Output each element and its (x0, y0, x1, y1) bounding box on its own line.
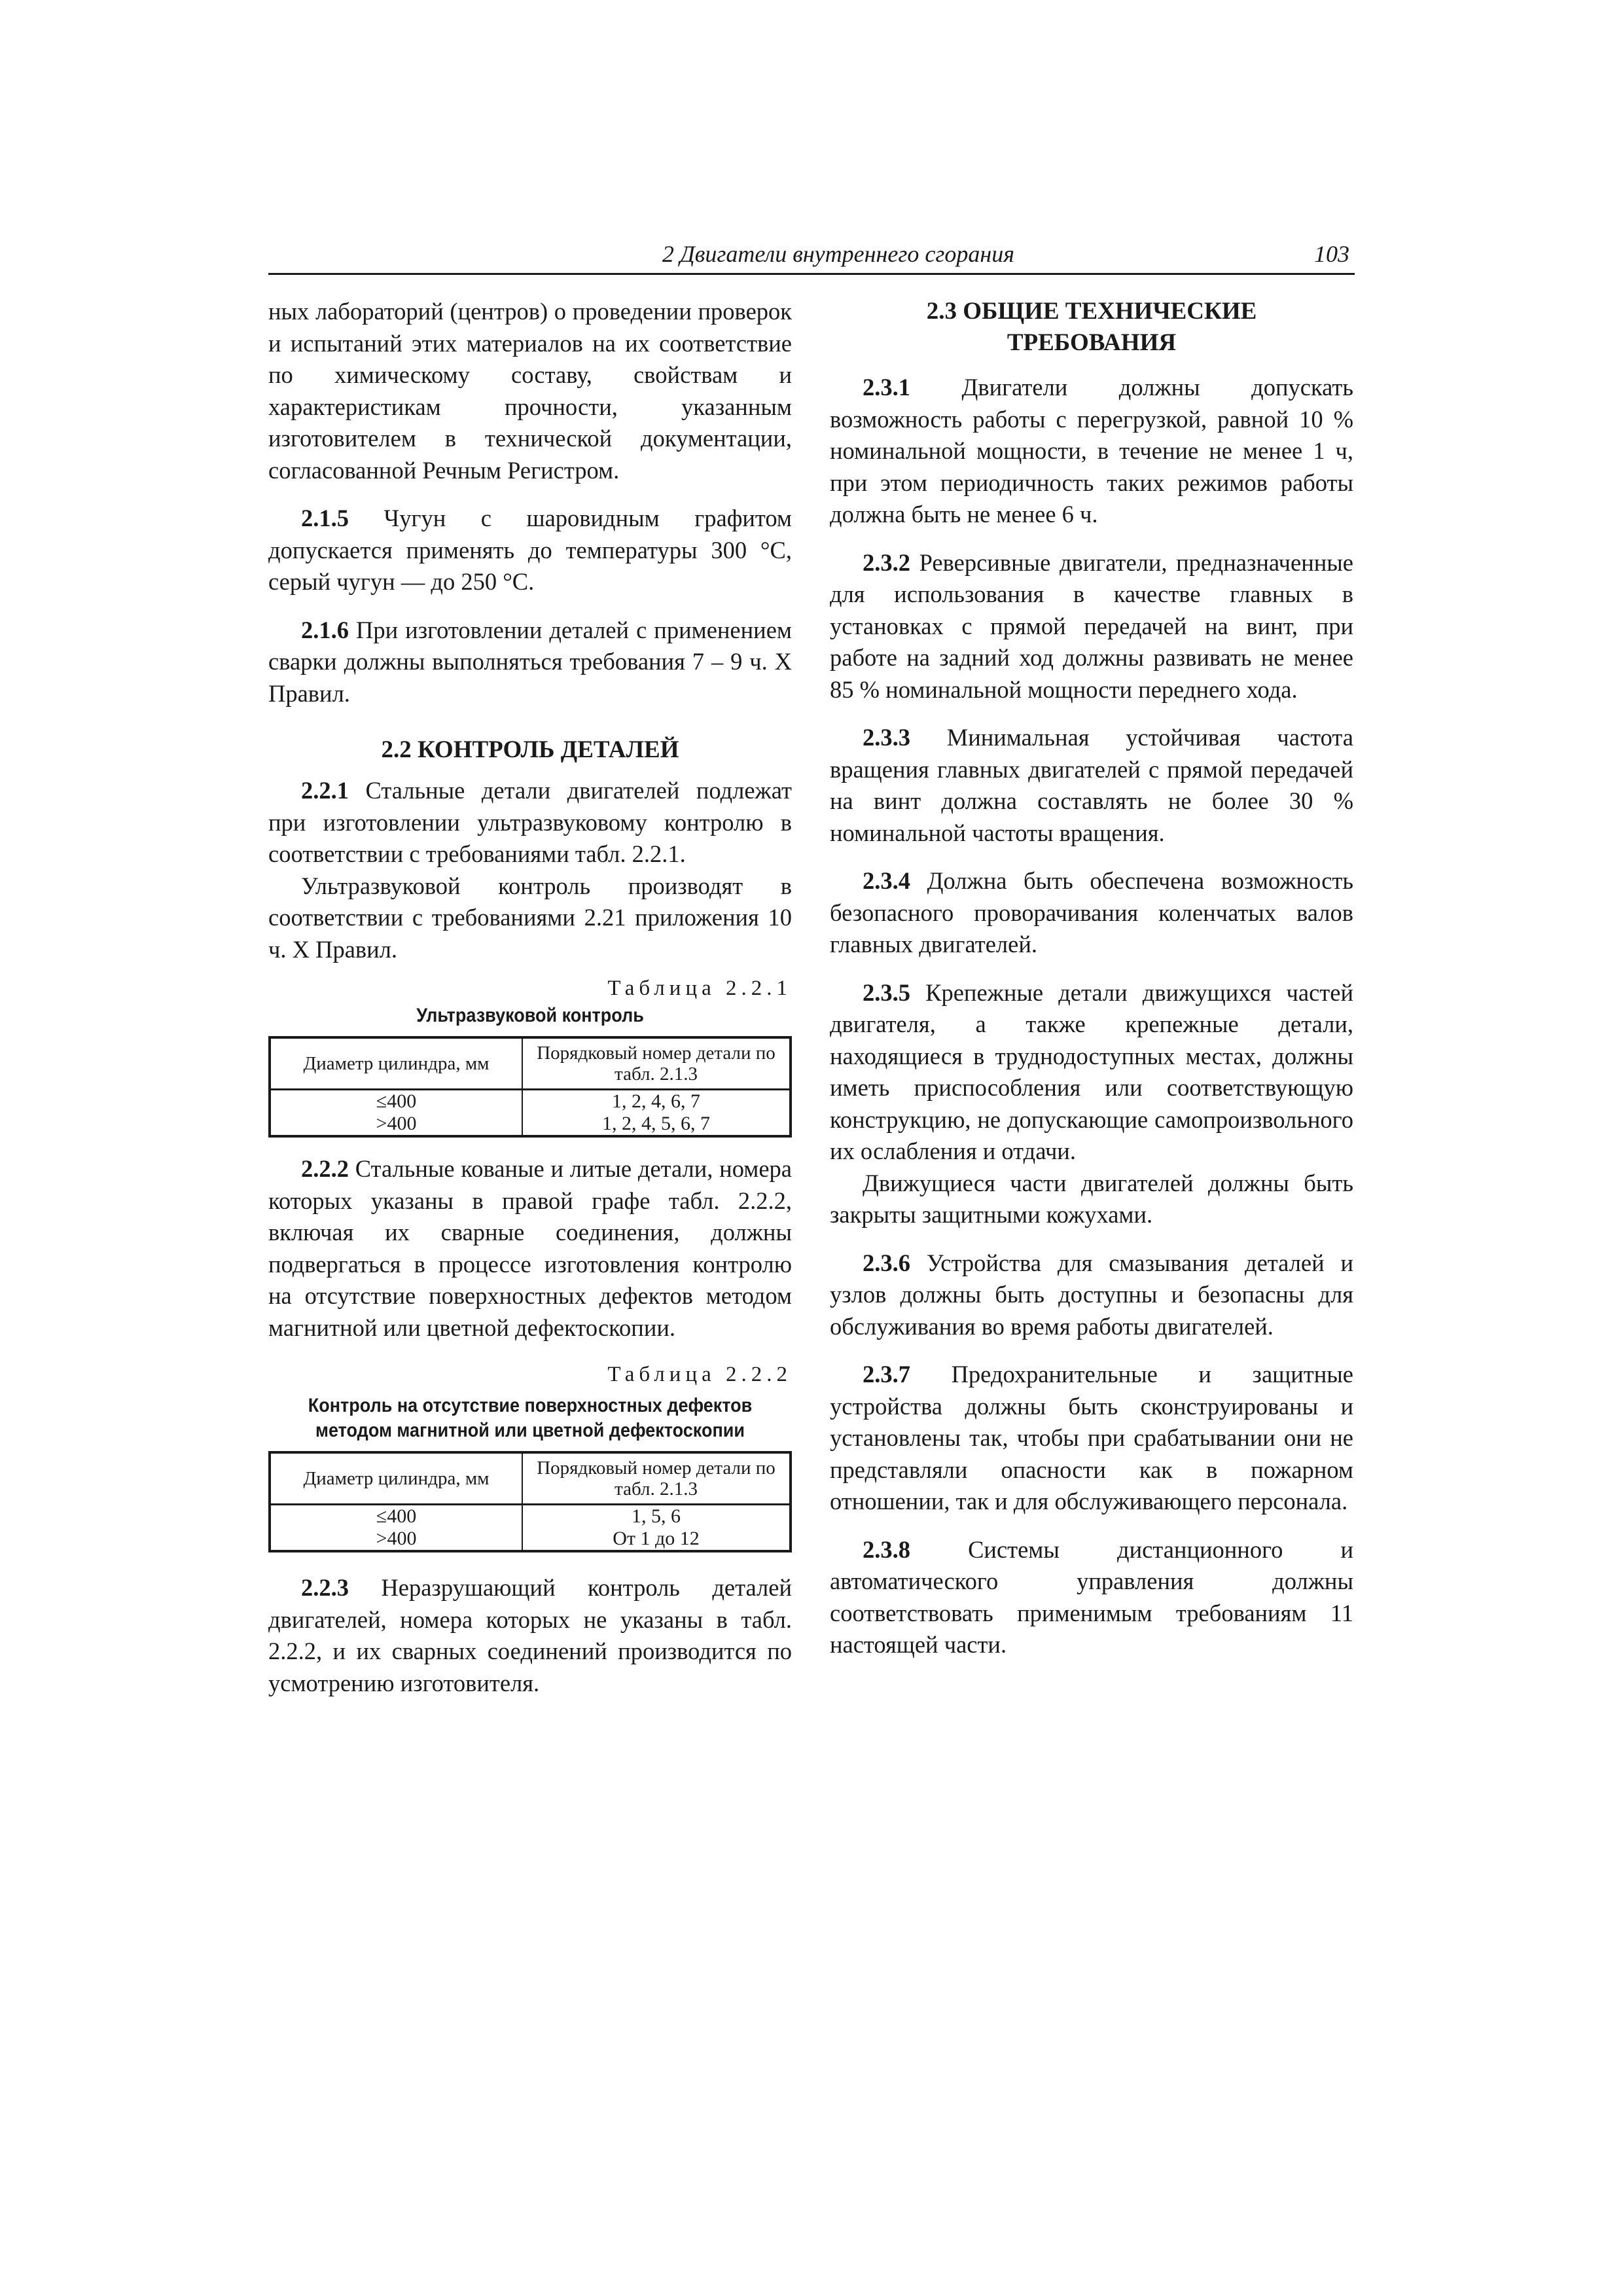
table-header-cell: Диаметр цилиндра, мм (270, 1037, 522, 1090)
paragraph-2-2-1-b: Ультразвуковой контроль производят в соответствии с требованиями 2.21 приложения 10 ч. X Правил. (268, 872, 792, 963)
table-label: Таблица 2.2.1 (607, 977, 792, 1000)
table-title-line-2: методом магнитной или цветной дефектоскопии (315, 1420, 745, 1441)
clause-text: Стальные детали двигателей подлежат при изготовлении ультразвуковому контролю в соответствии с требованиями табл. 2.2.1. (268, 777, 792, 867)
table-row (270, 1528, 791, 1551)
table-title-line-1: Контроль на отсутствие поверхностных дефектов (308, 1395, 753, 1416)
clause-text: Должна быть обеспечена возможность безопасного проворачивания коленчатых валов главных двигателей. (830, 867, 1353, 958)
table-row (270, 1113, 791, 1136)
table-cell: >400 (270, 1113, 522, 1136)
clause-text: Минимальная устойчивая частота вращения главных двигателей с прямой передачей на винт должна составлять не более 30 % номинальной частоты вращения. (830, 724, 1353, 846)
table-cell: 1, 2, 4, 5, 6, 7 (522, 1113, 791, 1136)
table-2-2-1 (268, 1036, 792, 1138)
paragraph-2-3-8 (830, 1534, 1353, 1661)
table-header-cell: Порядковый номер детали по табл. 2.1.3 (522, 1037, 791, 1090)
paragraph-2-2-2 (268, 1153, 792, 1344)
paragraph-2-3-3 (830, 722, 1353, 849)
running-title: 2 Двигатели внутреннего сгорания (662, 241, 1014, 267)
table-header-cell: Диаметр цилиндра, мм (270, 1452, 522, 1505)
clause-number: 2.2.3 (301, 1574, 349, 1601)
paragraph-continuation: ных лабораторий (центров) о проведении проверок и испытаний этих материалов на их соответствие по химическому составу, свойствам и характеристикам прочности, указанным изготовителем в технической документации, согласованной Речным Регистром. (268, 298, 792, 484)
table-2-2-2 (268, 1451, 792, 1552)
clause-number: 2.1.5 (301, 505, 349, 531)
section-heading-2-2: 2.2 КОНТРОЛЬ ДЕТАЛЕЙ (381, 736, 679, 763)
clause-text: При изготовлении деталей с применением сварки должны выполняться требования 7 – 9 ч. X Правил. (268, 616, 792, 707)
paragraph-2-3-4 (830, 865, 1353, 961)
clause-number: 2.3.6 (863, 1249, 910, 1276)
clause-text: Системы дистанционного и автоматического управления должны соответствовать применимым требованиям 11 настоящей части. (830, 1535, 1353, 1658)
table-cell: 1, 5, 6 (522, 1505, 791, 1528)
table-row (270, 1505, 791, 1528)
clause-text: Крепежные детали движущихся частей двигателя, а также крепежные детали, находящиеся в труднодоступных местах, должны иметь приспособления или соответствующую конструкцию, не допускающие самопроизвольного их ослабления и отдачи. (830, 978, 1353, 1164)
clause-number: 2.3.4 (863, 867, 910, 894)
section-heading-2-3-line-1: 2.3 ОБЩИЕ ТЕХНИЧЕСКИЕ (926, 298, 1257, 325)
paragraph-2-3-7 (830, 1359, 1353, 1518)
table-cell: От 1 до 12 (522, 1528, 791, 1551)
table-cell: ≤400 (270, 1505, 522, 1528)
clause-text: Предохранительные и защитные устройства должны быть сконструированы и установлены так, чтобы при срабатывании они не представляли опасности как в пожарном отношении, так и для обслуживающего персонала. (830, 1361, 1353, 1515)
clause-text: Неразрушающий контроль деталей двигателей, номера которых не указаны в табл. 2.2.2, и их сварных соединений производится по усмотрению изготовителя. (268, 1574, 792, 1696)
left-column (268, 296, 792, 1699)
paragraph-2-3-5 (830, 977, 1353, 1168)
clause-number: 2.2.2 (301, 1155, 349, 1182)
paragraph-2-3-6 (830, 1247, 1353, 1343)
clause-text: Стальные кованые и литые детали, номера которых указаны в правой графе табл. 2.2.2, включая их сварные соединения, должны подвергаться в процессе изготовления контролю на отсутствие поверхностных дефектов методом магнитной или цветной дефектоскопии. (268, 1155, 792, 1341)
clause-text: Чугун с шаровидным графитом допускается применять до температуры 300 °С, серый чугун — до 250 °С. (268, 505, 792, 595)
clause-text: Устройства для смазывания деталей и узлов должны быть доступны и безопасны для обслуживания во время работы двигателей. (830, 1249, 1353, 1340)
clause-number: 2.2.1 (301, 777, 349, 804)
page-number: 103 (1314, 241, 1349, 267)
table-cell: 1, 2, 4, 6, 7 (522, 1090, 791, 1113)
paragraph-2-3-2 (830, 547, 1353, 706)
table-cell: ≤400 (270, 1090, 522, 1113)
clause-text: Реверсивные двигатели, предназначенные для использования в качестве главных в установках с прямой передачей на винт, при работе на задний ход должны развивать не менее 85 % номинальной мощности переднего хода. (830, 548, 1353, 703)
section-heading-2-3-line-2: ТРЕБОВАНИЯ (1007, 329, 1177, 356)
paragraph-2-3-5-b: Движущиеся части двигателей должны быть закрыты защитными кожухами. (830, 1169, 1353, 1228)
clause-text: Двигатели должны допускать возможность работы с перегрузкой, равной 10 % номинальной мощности, в течение не менее 1 ч, при этом периодичность таких режимов работы должна быть не менее 6 ч. (830, 374, 1353, 528)
table-header-cell: Порядковый номер детали по табл. 2.1.3 (522, 1452, 791, 1505)
paragraph-2-2-1 (268, 775, 792, 870)
clause-number: 2.3.7 (863, 1361, 910, 1388)
right-column (830, 296, 1353, 1661)
table-row (270, 1090, 791, 1113)
clause-number: 2.3.1 (863, 374, 910, 401)
clause-number: 2.3.8 (863, 1535, 910, 1563)
clause-number: 2.3.2 (863, 548, 910, 576)
paragraph-2-3-1 (830, 372, 1353, 531)
table-label: Таблица 2.2.2 (607, 1363, 792, 1386)
paragraph-2-1-5 (268, 503, 792, 598)
table-title: Ультразвуковой контроль (416, 1005, 644, 1026)
table-cell: >400 (270, 1528, 522, 1551)
paragraph-2-1-6 (268, 615, 792, 710)
paragraph-2-2-3 (268, 1572, 792, 1699)
clause-number: 2.1.6 (301, 616, 349, 643)
page-header (268, 239, 1355, 275)
clause-number: 2.3.5 (863, 978, 910, 1006)
clause-number: 2.3.3 (863, 724, 910, 751)
